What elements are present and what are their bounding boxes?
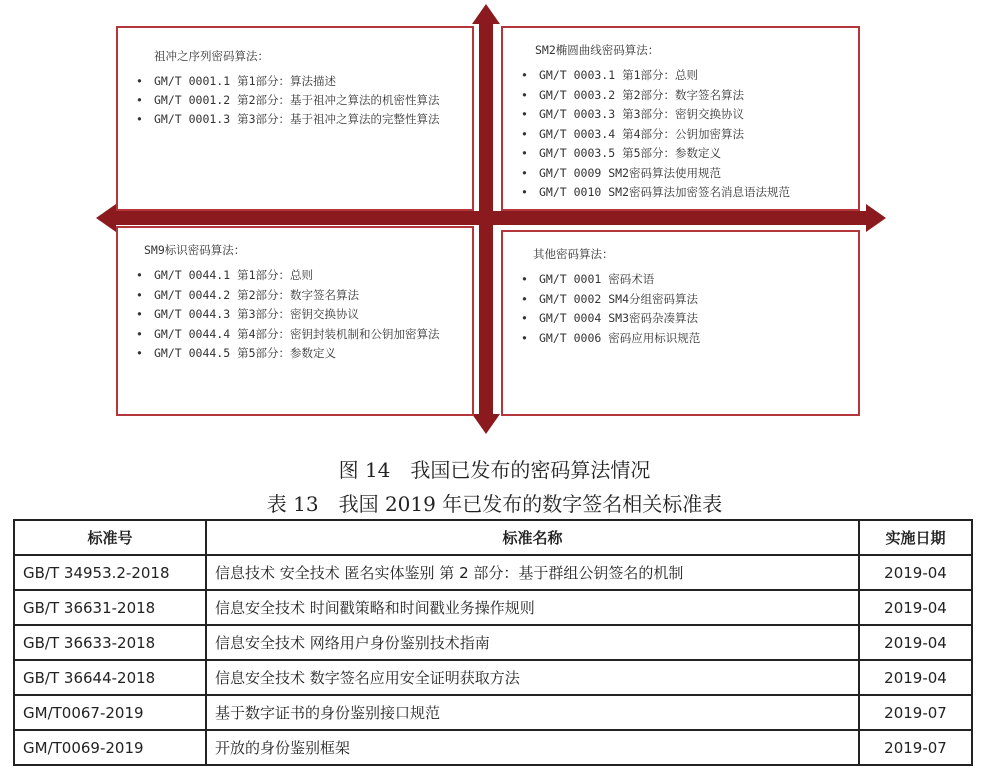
standard-name-cell: 开放的身份鉴别框架 xyxy=(206,730,859,765)
effective-date-cell: 2019-04 xyxy=(859,555,972,590)
effective-date-cell: 2019-04 xyxy=(859,660,972,695)
table-row xyxy=(14,695,972,730)
list-item: • GM/T 0001.2 第2部分：基于祖冲之算法的机密性算法 xyxy=(136,91,462,110)
standard-list xyxy=(521,270,848,348)
list-item: • GM/T 0044.4 第4部分：密钥封装机制和公钥加密算法 xyxy=(136,325,462,345)
effective-date-cell: 2019-04 xyxy=(859,590,972,625)
arrowhead-up-icon xyxy=(472,4,500,24)
list-item: • GM/T 0009 SM2密码算法使用规范 xyxy=(521,164,848,184)
effective-date-cell: 2019-04 xyxy=(859,625,972,660)
list-item: • GM/T 0003.4 第4部分：公钥加密算法 xyxy=(521,125,848,145)
standard-number-cell: GB/T 36644-2018 xyxy=(14,660,206,695)
table-header-row xyxy=(14,520,972,555)
quadrant-sm2 xyxy=(501,26,860,211)
quadrant-title: 祖冲之序列密码算法： xyxy=(154,49,269,63)
list-item: • GM/T 0003.1 第1部分：总则 xyxy=(521,66,848,86)
list-item: • GM/T 0044.2 第2部分：数字签名算法 xyxy=(136,286,462,306)
quadrant-other xyxy=(501,230,860,416)
list-item: • GM/T 0003.3 第3部分：密钥交换协议 xyxy=(521,105,848,125)
column-header-standard-name: 标准名称 xyxy=(206,520,859,555)
standard-list xyxy=(136,72,462,129)
horizontal-axis-arrow xyxy=(114,211,870,225)
effective-date-cell: 2019-07 xyxy=(859,730,972,765)
table-row xyxy=(14,590,972,625)
figure-caption: 图 14 我国已发布的密码算法情况 xyxy=(338,458,651,482)
list-item: • GM/T 0010 SM2密码算法加密签名消息语法规范 xyxy=(521,183,848,203)
standard-list xyxy=(521,66,848,203)
effective-date-cell: 2019-07 xyxy=(859,695,972,730)
list-item: • GM/T 0006 密码应用标识规范 xyxy=(521,329,848,349)
quadrant-title: SM2椭圆曲线密码算法： xyxy=(535,43,660,57)
list-item: • GM/T 0003.2 第2部分：数字签名算法 xyxy=(521,86,848,106)
list-item: • GM/T 0003.5 第5部分：参数定义 xyxy=(521,144,848,164)
quadrant-sm9 xyxy=(116,226,474,416)
standard-number-cell: GB/T 36633-2018 xyxy=(14,625,206,660)
arrowhead-left-icon xyxy=(96,204,116,232)
list-item: • GM/T 0004 SM3密码杂凑算法 xyxy=(521,309,848,329)
standard-number-cell: GM/T0069-2019 xyxy=(14,730,206,765)
standard-number-cell: GB/T 36631-2018 xyxy=(14,590,206,625)
standard-number-cell: GB/T 34953.2-2018 xyxy=(14,555,206,590)
column-header-effective-date: 实施日期 xyxy=(859,520,972,555)
column-header-standard-number: 标准号 xyxy=(14,520,206,555)
standard-name-cell: 基于数字证书的身份鉴别接口规范 xyxy=(206,695,859,730)
list-item: • GM/T 0001.3 第3部分：基于祖冲之算法的完整性算法 xyxy=(136,110,462,129)
list-item: • GM/T 0001 密码术语 xyxy=(521,270,848,290)
standard-list xyxy=(136,266,462,364)
standard-name-cell: 信息安全技术 时间戳策略和时间戳业务操作规则 xyxy=(206,590,859,625)
standards-table xyxy=(13,519,973,766)
arrowhead-right-icon xyxy=(866,204,886,232)
table-row xyxy=(14,555,972,590)
arrowhead-down-icon xyxy=(472,414,500,434)
standard-number-cell: GM/T0067-2019 xyxy=(14,695,206,730)
table-row xyxy=(14,730,972,765)
table-row xyxy=(14,660,972,695)
quadrant-title: 其他密码算法： xyxy=(533,247,614,261)
list-item: • GM/T 0044.5 第5部分：参数定义 xyxy=(136,344,462,364)
list-item: • GM/T 0044.1 第1部分：总则 xyxy=(136,266,462,286)
table-row xyxy=(14,625,972,660)
table-caption: 表 13 我国 2019 年已发布的数字签名相关标准表 xyxy=(266,492,723,516)
quadrant-zuc xyxy=(116,26,474,211)
standard-name-cell: 信息安全技术 网络用户身份鉴别技术指南 xyxy=(206,625,859,660)
list-item: • GM/T 0001.1 第1部分：算法描述 xyxy=(136,72,462,91)
quadrant-title: SM9标识密码算法： xyxy=(144,243,246,257)
standard-name-cell: 信息安全技术 数字签名应用安全证明获取方法 xyxy=(206,660,859,695)
standard-name-cell: 信息技术 安全技术 匿名实体鉴别 第 2 部分：基于群组公钥签名的机制 xyxy=(206,555,859,590)
list-item: • GM/T 0044.3 第3部分：密钥交换协议 xyxy=(136,305,462,325)
list-item: • GM/T 0002 SM4分组密码算法 xyxy=(521,290,848,310)
